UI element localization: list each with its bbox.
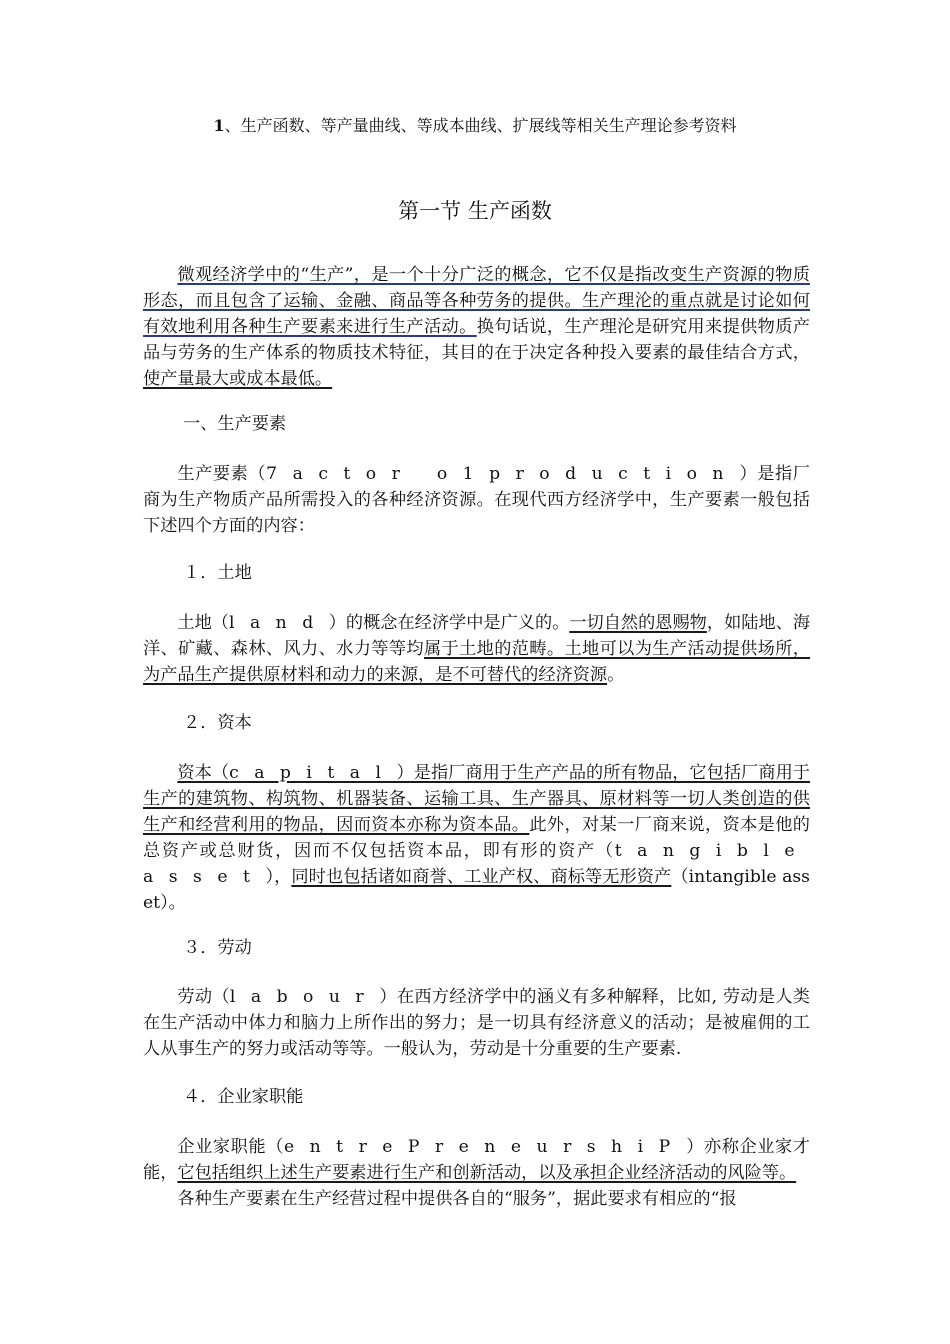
document-title [0, 112, 950, 140]
land-underlined-1: 一切自然的恩赐物 [569, 613, 707, 633]
heading-land: １．土地 [183, 563, 252, 583]
title-text: 、生产函数、等产量曲线、等成本曲线、扩展线等相关生产理论参考资料 [224, 116, 737, 135]
labour-term: labour [229, 987, 380, 1007]
entre-term: entrePreneurshiP [283, 1137, 686, 1157]
entre-underlined: 它包括组织上述生产要素进行生产和创新活动，以及承担企业经济活动的风险等。 [177, 1163, 797, 1183]
capital-paragraph: 资本（capital）是指厂商用于生产产品的所有物品，它包括厂商用于生产的建筑物、构筑物、机器装备、运输工具、生产器具、原材料等一切人类创造的供生产和经营利用的物品，因而资本亦称为资本品。此外，对某一厂商来说，资本是他的总资产或总财货，因而不仅包括资本品，即有形的资产（tangible asset），同时也包括诸如商誉、工业产权、商标等无形资产（intangible asset）。 [143, 763, 811, 913]
land-term: land [228, 613, 329, 633]
capital-underlined-1: 资本（capital）是指厂商用于生产产品的所有物品，它包括厂商用于生产的建筑物、构筑物、机器装备、运输工具、生产器具、原材料等一切人类创造的供生产和经营利用的物品，因而资本亦称为资本品。 [143, 763, 810, 835]
heading-capital: ２．资本 [183, 713, 252, 733]
capital-underlined-2: 同时也包括诸如商誉、工业产权、商标等无形资产 [291, 867, 672, 887]
capital-term-2: tangible asset [143, 841, 810, 887]
intro-underlined-3: 使产量最大或成本最低。 [143, 369, 333, 389]
intro-underlined-1: 微观经济学中的“生产”，是一个十分广泛的概念，它不仅是指改变生产资源的物质形态，而且包含了运输、金融、商品等各种劳务的提供。 [143, 265, 810, 311]
intro-text: 换句话说，生产理沦是研究用来提供物质产品与劳务的生产体系的物质技术特征，其目的在于决定各种投入要素的最佳结合方式， [143, 317, 810, 363]
capital-term: capital [229, 763, 397, 783]
title-number: 1 [213, 116, 225, 135]
intro-underlined-2: 生产理沦的重点就是讨论如何有效地利用各种生产要素来进行生产活动。 [143, 291, 810, 337]
entrepreneurship-paragraph: 企业家职能（entrePreneurshiP）亦称企业家才能，它包括组织上述生产要素进行生产和创新活动，以及承担企业经济活动的风险等。 各种生产要素在生产经营过程中提供各自的“服务”，据此要求有相应的“报 [143, 1134, 810, 1212]
last-line: 各种生产要素在生产经营过程中提供各自的“服务”，据此要求有相应的“报 [177, 1189, 737, 1209]
land-underlined-2: 属于土地的范畴。土地可以为生产活动提供场所，为产品生产提供原材料和动力的来源，是不可替代的经济资源 [143, 639, 810, 685]
heading-labour: ３．劳动 [183, 938, 252, 958]
section-title: 第一节 生产函数 [398, 199, 552, 223]
heading-entrepreneurship: ４．企业家职能 [183, 1087, 304, 1107]
factors-paragraph: 生产要素（7actor o1production）是指厂商为生产物质产品所需投入的各种经济资源。在现代西方经济学中，生产要素一般包括下述四个方面的内容： [143, 464, 810, 536]
factors-term: 7actor o1production [266, 464, 739, 484]
labour-paragraph: 劳动（labour）在西方经济学中的涵义有多种解释，比如, 劳动是人类在生产活动中体力和脑力上所作出的努力；是一切具有经济意义的活动；是被雇佣的工人从事生产的努力或活动等等。一般认为，劳动是十分重要的生产要素. [143, 987, 810, 1059]
intro-paragraph [143, 262, 810, 392]
land-paragraph: 土地（land）的概念在经济学中是广义的。一切自然的恩赐物，如陆地、海洋、矿藏、森林、风力、水力等等均属于土地的范畴。土地可以为生产活动提供场所，为产品生产提供原材料和动力的来源，是不可替代的经济资源。 [143, 613, 811, 685]
heading-factors: 一、生产要素 [183, 414, 287, 434]
